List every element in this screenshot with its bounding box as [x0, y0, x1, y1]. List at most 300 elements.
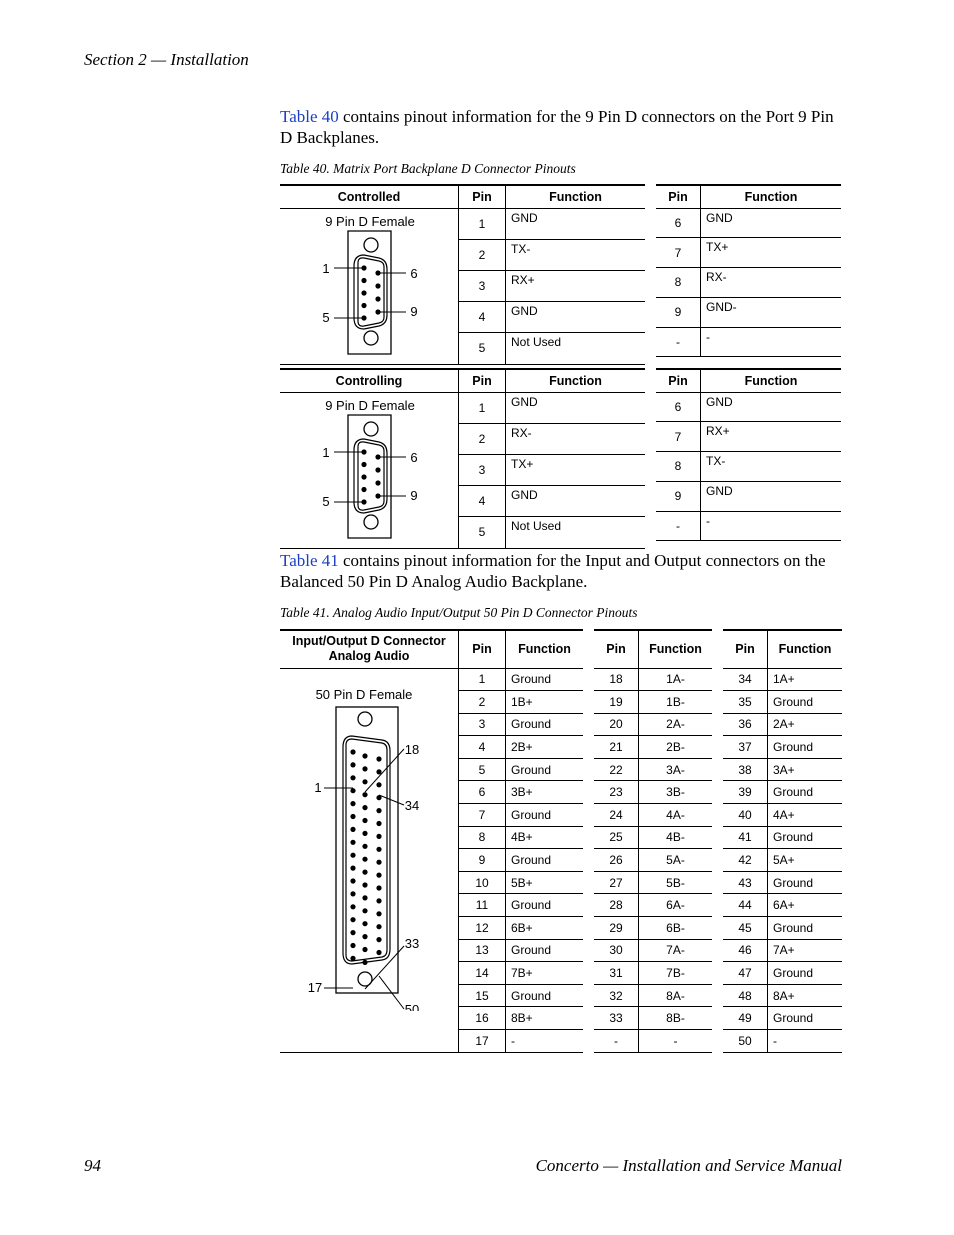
- table-row: [723, 917, 842, 940]
- function-cell: 1A+: [768, 668, 843, 691]
- pin-cell: 40: [723, 804, 768, 827]
- pin-cell: 39: [723, 781, 768, 804]
- function-cell: Ground: [506, 758, 584, 781]
- pin-label-33: 33: [404, 935, 420, 951]
- pin-dot: [375, 296, 380, 301]
- function-cell: TX-: [506, 239, 646, 270]
- function-cell: 7B-: [639, 962, 713, 985]
- pin-dot: [350, 813, 355, 818]
- pin-cell: 2: [459, 691, 506, 714]
- table-row: [594, 849, 712, 872]
- table-row: [594, 917, 712, 940]
- table-row: [594, 939, 712, 962]
- pin-dot: [350, 955, 355, 960]
- pin-dot: [361, 290, 366, 295]
- table-row: [723, 1030, 842, 1053]
- pin-label-34: 34: [404, 797, 420, 813]
- table40-caption: Table 40. Matrix Port Backplane D Connector Pinouts: [280, 161, 576, 176]
- function-cell: 5A+: [768, 849, 843, 872]
- mount-hole: [358, 712, 372, 726]
- pin-dot: [350, 852, 355, 857]
- table-row: [723, 804, 842, 827]
- table-row: [656, 327, 841, 357]
- pin-cell: 38: [723, 758, 768, 781]
- pin-cell: 26: [594, 849, 639, 872]
- function-cell: 6B-: [639, 917, 713, 940]
- pin-cell: 32: [594, 984, 639, 1007]
- table-row: [594, 804, 712, 827]
- connector-header-line1: Input/Output D Connector: [292, 634, 446, 649]
- pin-dot: [362, 921, 367, 926]
- table-row: [723, 962, 842, 985]
- pin-cell: 47: [723, 962, 768, 985]
- table40-controlled: [280, 184, 798, 365]
- pin-label-1: 1: [322, 444, 330, 460]
- pin-cell: 24: [594, 804, 639, 827]
- function-cell: 7A+: [768, 939, 843, 962]
- function-cell: 4B-: [639, 826, 713, 849]
- pin-dot: [350, 942, 355, 947]
- table-row: [723, 668, 842, 691]
- pin-cell: 1: [459, 208, 506, 239]
- db50-connector-diagram: [280, 671, 458, 1011]
- function-cell: Ground: [768, 1007, 843, 1030]
- pin-cell: 42: [723, 849, 768, 872]
- table-row: [594, 668, 712, 691]
- col-controlling: Controlling: [280, 369, 459, 392]
- pin-cell: 13: [459, 939, 506, 962]
- table-row: [656, 392, 841, 422]
- table-row: [280, 208, 645, 239]
- pin-cell: 9: [459, 849, 506, 872]
- pin-cell: 2: [459, 423, 506, 454]
- pin-cell: 49: [723, 1007, 768, 1030]
- table-row: [723, 713, 842, 736]
- table-row: [723, 781, 842, 804]
- function-cell: Ground: [506, 894, 584, 917]
- function-cell: 1B-: [639, 691, 713, 714]
- pin-dot: [376, 911, 381, 916]
- pin-cell: 14: [459, 962, 506, 985]
- function-cell: -: [506, 1030, 584, 1053]
- pin-dot: [350, 775, 355, 780]
- function-cell: 3B+: [506, 781, 584, 804]
- function-cell: 3A+: [768, 758, 843, 781]
- pin-label-6: 6: [410, 449, 418, 465]
- pin-dot: [375, 480, 380, 485]
- function-cell: 6A-: [639, 894, 713, 917]
- function-cell: Ground: [768, 826, 843, 849]
- pin-dot: [350, 762, 355, 767]
- pin-label-50: 50: [404, 1001, 420, 1011]
- pin-cell: 9: [656, 297, 701, 327]
- pin-dot: [350, 865, 355, 870]
- pin-dot: [376, 808, 381, 813]
- connector-cell: [280, 668, 459, 1052]
- pin-dot: [376, 782, 381, 787]
- pin-dot: [362, 959, 367, 964]
- function-cell: 8A-: [639, 984, 713, 1007]
- pin-dot: [376, 846, 381, 851]
- col-function-a: Function: [506, 630, 584, 668]
- function-cell: Ground: [506, 849, 584, 872]
- table-row: [723, 736, 842, 759]
- pin-cell: 6: [656, 392, 701, 422]
- function-cell: Ground: [768, 917, 843, 940]
- table-row: [656, 511, 841, 541]
- table-row: [656, 238, 841, 268]
- function-cell: 3B-: [639, 781, 713, 804]
- pin-dot: [362, 779, 367, 784]
- pin-cell: 7: [459, 804, 506, 827]
- pin-dot: [376, 898, 381, 903]
- pin-cell: 48: [723, 984, 768, 1007]
- col-function-2: Function: [701, 369, 842, 392]
- pin-dot: [362, 895, 367, 900]
- col-function: Function: [506, 369, 646, 392]
- table-row: [723, 871, 842, 894]
- function-cell: GND: [506, 302, 646, 333]
- pin-dot: [350, 917, 355, 922]
- col-pin-2: Pin: [656, 185, 701, 208]
- pin-cell: 11: [459, 894, 506, 917]
- function-cell: TX+: [506, 454, 646, 485]
- connector-cell: [280, 208, 459, 364]
- para1-text: contains pinout information for the 9 Pin D connectors on the Port 9 Pin D Backplanes.: [280, 107, 834, 147]
- pin-cell: 3: [459, 454, 506, 485]
- function-cell: GND: [506, 392, 646, 423]
- pin-dot: [376, 949, 381, 954]
- pin-cell: 5: [459, 333, 506, 364]
- pin-cell: 29: [594, 917, 639, 940]
- col-function-2: Function: [701, 185, 842, 208]
- pin-cell: 8: [656, 452, 701, 482]
- col-controlled: Controlled: [280, 185, 459, 208]
- pin-cell: 5: [459, 758, 506, 781]
- function-cell: 5A-: [639, 849, 713, 872]
- table-row: [594, 713, 712, 736]
- function-cell: 2A+: [768, 713, 843, 736]
- pin-cell: 4: [459, 302, 506, 333]
- pin-cell: 8: [459, 826, 506, 849]
- pin-dot: [362, 946, 367, 951]
- table41: [280, 629, 842, 1055]
- pin-dot: [361, 486, 366, 491]
- table-row: [656, 268, 841, 298]
- table-row: [723, 1007, 842, 1030]
- pin-label-6: 6: [410, 265, 418, 281]
- pin-dot: [362, 792, 367, 797]
- function-cell: 2B+: [506, 736, 584, 759]
- pin-cell: 37: [723, 736, 768, 759]
- pin-cell: 8: [656, 268, 701, 298]
- col-pin-b: Pin: [594, 630, 639, 668]
- table-row: [656, 452, 841, 482]
- table-row: [723, 826, 842, 849]
- function-cell: GND: [506, 208, 646, 239]
- pin-dot: [350, 801, 355, 806]
- manual-title: Concerto — Installation and Service Manual: [535, 1156, 842, 1175]
- function-cell: Ground: [506, 713, 584, 736]
- pin-cell: 3: [459, 713, 506, 736]
- function-cell: 1A-: [639, 668, 713, 691]
- table-row: [723, 984, 842, 1007]
- table40-link[interactable]: Table 40: [280, 107, 339, 126]
- table41-link[interactable]: Table 41: [280, 551, 339, 570]
- connector-label: 9 Pin D Female: [325, 213, 415, 229]
- pin-label-1: 1: [314, 779, 322, 795]
- pin-label-9: 9: [410, 303, 418, 319]
- connector-cell: [280, 392, 459, 548]
- pin-cell: 19: [594, 691, 639, 714]
- connector-label: 9 Pin D Female: [325, 397, 415, 413]
- function-cell: -: [639, 1030, 713, 1053]
- function-cell: Ground: [768, 781, 843, 804]
- col-function-c: Function: [768, 630, 843, 668]
- pin-cell: 18: [594, 668, 639, 691]
- connector-header-line2: Analog Audio: [328, 649, 410, 664]
- function-cell: Ground: [506, 984, 584, 1007]
- section-header: Section 2 — Installation: [84, 50, 249, 69]
- pin-dot: [376, 924, 381, 929]
- function-cell: Ground: [768, 871, 843, 894]
- col-function-b: Function: [639, 630, 713, 668]
- pin-cell: 10: [459, 871, 506, 894]
- table-row: [594, 1007, 712, 1030]
- pin-dot: [350, 826, 355, 831]
- pin-dot: [376, 885, 381, 890]
- db9-connector-diagram: [280, 395, 458, 545]
- table-row: [656, 297, 841, 327]
- pin-dot: [350, 788, 355, 793]
- pin-cell: 2: [459, 239, 506, 270]
- function-cell: Ground: [768, 691, 843, 714]
- pin-cell: 30: [594, 939, 639, 962]
- pin-dot: [362, 843, 367, 848]
- pin-dot: [362, 830, 367, 835]
- function-cell: 5B-: [639, 871, 713, 894]
- pin-cell: 35: [723, 691, 768, 714]
- pin-cell: 45: [723, 917, 768, 940]
- function-cell: Ground: [768, 962, 843, 985]
- pin-cell: 28: [594, 894, 639, 917]
- table-row: [280, 392, 645, 423]
- pin-dot: [361, 277, 366, 282]
- pin-cell: 34: [723, 668, 768, 691]
- pin-dot: [350, 749, 355, 754]
- table-row: [723, 894, 842, 917]
- table-row: [723, 758, 842, 781]
- pin-cell: 41: [723, 826, 768, 849]
- function-cell: -: [701, 511, 842, 541]
- table-row: [656, 422, 841, 452]
- function-cell: TX+: [701, 238, 842, 268]
- pin-dot: [375, 467, 380, 472]
- pin-cell: 33: [594, 1007, 639, 1030]
- table-row: [594, 691, 712, 714]
- table-row: [594, 781, 712, 804]
- function-cell: 4A+: [768, 804, 843, 827]
- table-row: [723, 691, 842, 714]
- function-cell: Ground: [506, 804, 584, 827]
- col-pin: Pin: [459, 185, 506, 208]
- intro-paragraph-table41: [280, 550, 845, 592]
- pin-dot: [362, 882, 367, 887]
- function-cell: 6B+: [506, 917, 584, 940]
- function-cell: 8B-: [639, 1007, 713, 1030]
- function-cell: 5B+: [506, 871, 584, 894]
- table-row: [594, 962, 712, 985]
- pin-cell: 12: [459, 917, 506, 940]
- function-cell: 2B-: [639, 736, 713, 759]
- table-row: [594, 871, 712, 894]
- pin-cell: 1: [459, 668, 506, 691]
- pin-dot: [362, 869, 367, 874]
- col-pin: Pin: [459, 369, 506, 392]
- function-cell: RX-: [506, 423, 646, 454]
- intro-paragraph-table40: [280, 106, 845, 148]
- pin-cell: 6: [656, 208, 701, 238]
- pin-label-5: 5: [322, 309, 330, 325]
- function-cell: 1B+: [506, 691, 584, 714]
- function-cell: 4B+: [506, 826, 584, 849]
- pin-cell: 44: [723, 894, 768, 917]
- function-cell: RX+: [506, 270, 646, 301]
- table-row: [280, 668, 583, 691]
- pin-label-18: 18: [404, 741, 420, 757]
- pin-cell: 50: [723, 1030, 768, 1053]
- function-cell: Ground: [768, 736, 843, 759]
- pin-dot: [350, 878, 355, 883]
- pin-cell: 6: [459, 781, 506, 804]
- pin-cell: 20: [594, 713, 639, 736]
- function-cell: RX+: [701, 422, 842, 452]
- pin-cell: 21: [594, 736, 639, 759]
- pin-cell: -: [656, 327, 701, 357]
- pin-dot: [350, 891, 355, 896]
- function-cell: Ground: [506, 939, 584, 962]
- pin-cell: 7: [656, 238, 701, 268]
- function-cell: GND: [701, 392, 842, 422]
- pin-dot: [376, 756, 381, 761]
- pin-dot: [350, 904, 355, 909]
- pin-dot: [362, 934, 367, 939]
- pin-dot: [376, 872, 381, 877]
- pin-label-9: 9: [410, 487, 418, 503]
- pin-dot: [361, 461, 366, 466]
- function-cell: GND: [701, 208, 842, 238]
- pin-dot: [361, 302, 366, 307]
- function-cell: Ground: [506, 668, 584, 691]
- col-pin-a: Pin: [459, 630, 506, 668]
- function-cell: 8B+: [506, 1007, 584, 1030]
- function-cell: 7B+: [506, 962, 584, 985]
- connector-label: 50 Pin D Female: [315, 686, 413, 702]
- table40-controlling: [280, 368, 798, 549]
- pin-cell: 23: [594, 781, 639, 804]
- table41-caption: Table 41. Analog Audio Input/Output 50 Pin D Connector Pinouts: [280, 605, 638, 620]
- pin-cell: 15: [459, 984, 506, 1007]
- function-cell: -: [701, 327, 842, 357]
- function-cell: RX-: [701, 268, 842, 298]
- pin-dot: [362, 753, 367, 758]
- pin-cell: 7: [656, 422, 701, 452]
- function-cell: GND: [506, 486, 646, 517]
- table-row: [656, 481, 841, 511]
- pin-dot: [376, 859, 381, 864]
- pin-cell: 43: [723, 871, 768, 894]
- para2-text: contains pinout information for the Input and Output connectors on the Balanced 50 Pin D Analog Audio Backplane.: [280, 551, 826, 591]
- pin-label-5: 5: [322, 493, 330, 509]
- pin-dot: [376, 937, 381, 942]
- pin-label-1: 1: [322, 260, 330, 276]
- pin-cell: 4: [459, 486, 506, 517]
- function-cell: 8A+: [768, 984, 843, 1007]
- table-row: [594, 736, 712, 759]
- pin-dot: [362, 805, 367, 810]
- pin-cell: 5: [459, 517, 506, 548]
- page-number: 94: [84, 1156, 101, 1175]
- pin-cell: 9: [656, 481, 701, 511]
- pin-dot: [376, 833, 381, 838]
- table-row: [594, 1030, 712, 1053]
- function-cell: 3A-: [639, 758, 713, 781]
- col-pin-2: Pin: [656, 369, 701, 392]
- function-cell: 7A-: [639, 939, 713, 962]
- table-row: [594, 758, 712, 781]
- pin-dot: [361, 474, 366, 479]
- col-pin-c: Pin: [723, 630, 768, 668]
- table-row: [656, 208, 841, 238]
- pin-cell: 1: [459, 392, 506, 423]
- pin-cell: 3: [459, 270, 506, 301]
- pin-cell: 27: [594, 871, 639, 894]
- pin-cell: 36: [723, 713, 768, 736]
- pin-dot: [362, 766, 367, 771]
- function-cell: 4A-: [639, 804, 713, 827]
- pin-cell: -: [656, 511, 701, 541]
- table-row: [594, 984, 712, 1007]
- function-cell: 6A+: [768, 894, 843, 917]
- col-connector: [280, 630, 459, 668]
- pin-cell: 22: [594, 758, 639, 781]
- pin-cell: 31: [594, 962, 639, 985]
- pin-cell: 46: [723, 939, 768, 962]
- function-cell: GND-: [701, 297, 842, 327]
- function-cell: TX-: [701, 452, 842, 482]
- pin-dot: [376, 769, 381, 774]
- function-cell: -: [768, 1030, 843, 1053]
- table-row: [594, 894, 712, 917]
- table-row: [594, 826, 712, 849]
- pin-dot: [362, 856, 367, 861]
- pin-cell: 25: [594, 826, 639, 849]
- pin-dot: [350, 930, 355, 935]
- table-row: [723, 849, 842, 872]
- pin-dot: [362, 817, 367, 822]
- function-cell: 2A-: [639, 713, 713, 736]
- pin-label-17: 17: [307, 979, 323, 995]
- pin-dot: [376, 820, 381, 825]
- leader-line: [379, 795, 404, 805]
- function-cell: GND: [701, 481, 842, 511]
- function-cell: Not Used: [506, 517, 646, 548]
- pin-cell: 4: [459, 736, 506, 759]
- pin-cell: 16: [459, 1007, 506, 1030]
- pin-cell: 17: [459, 1030, 506, 1053]
- pin-dot: [375, 283, 380, 288]
- pin-dot: [350, 839, 355, 844]
